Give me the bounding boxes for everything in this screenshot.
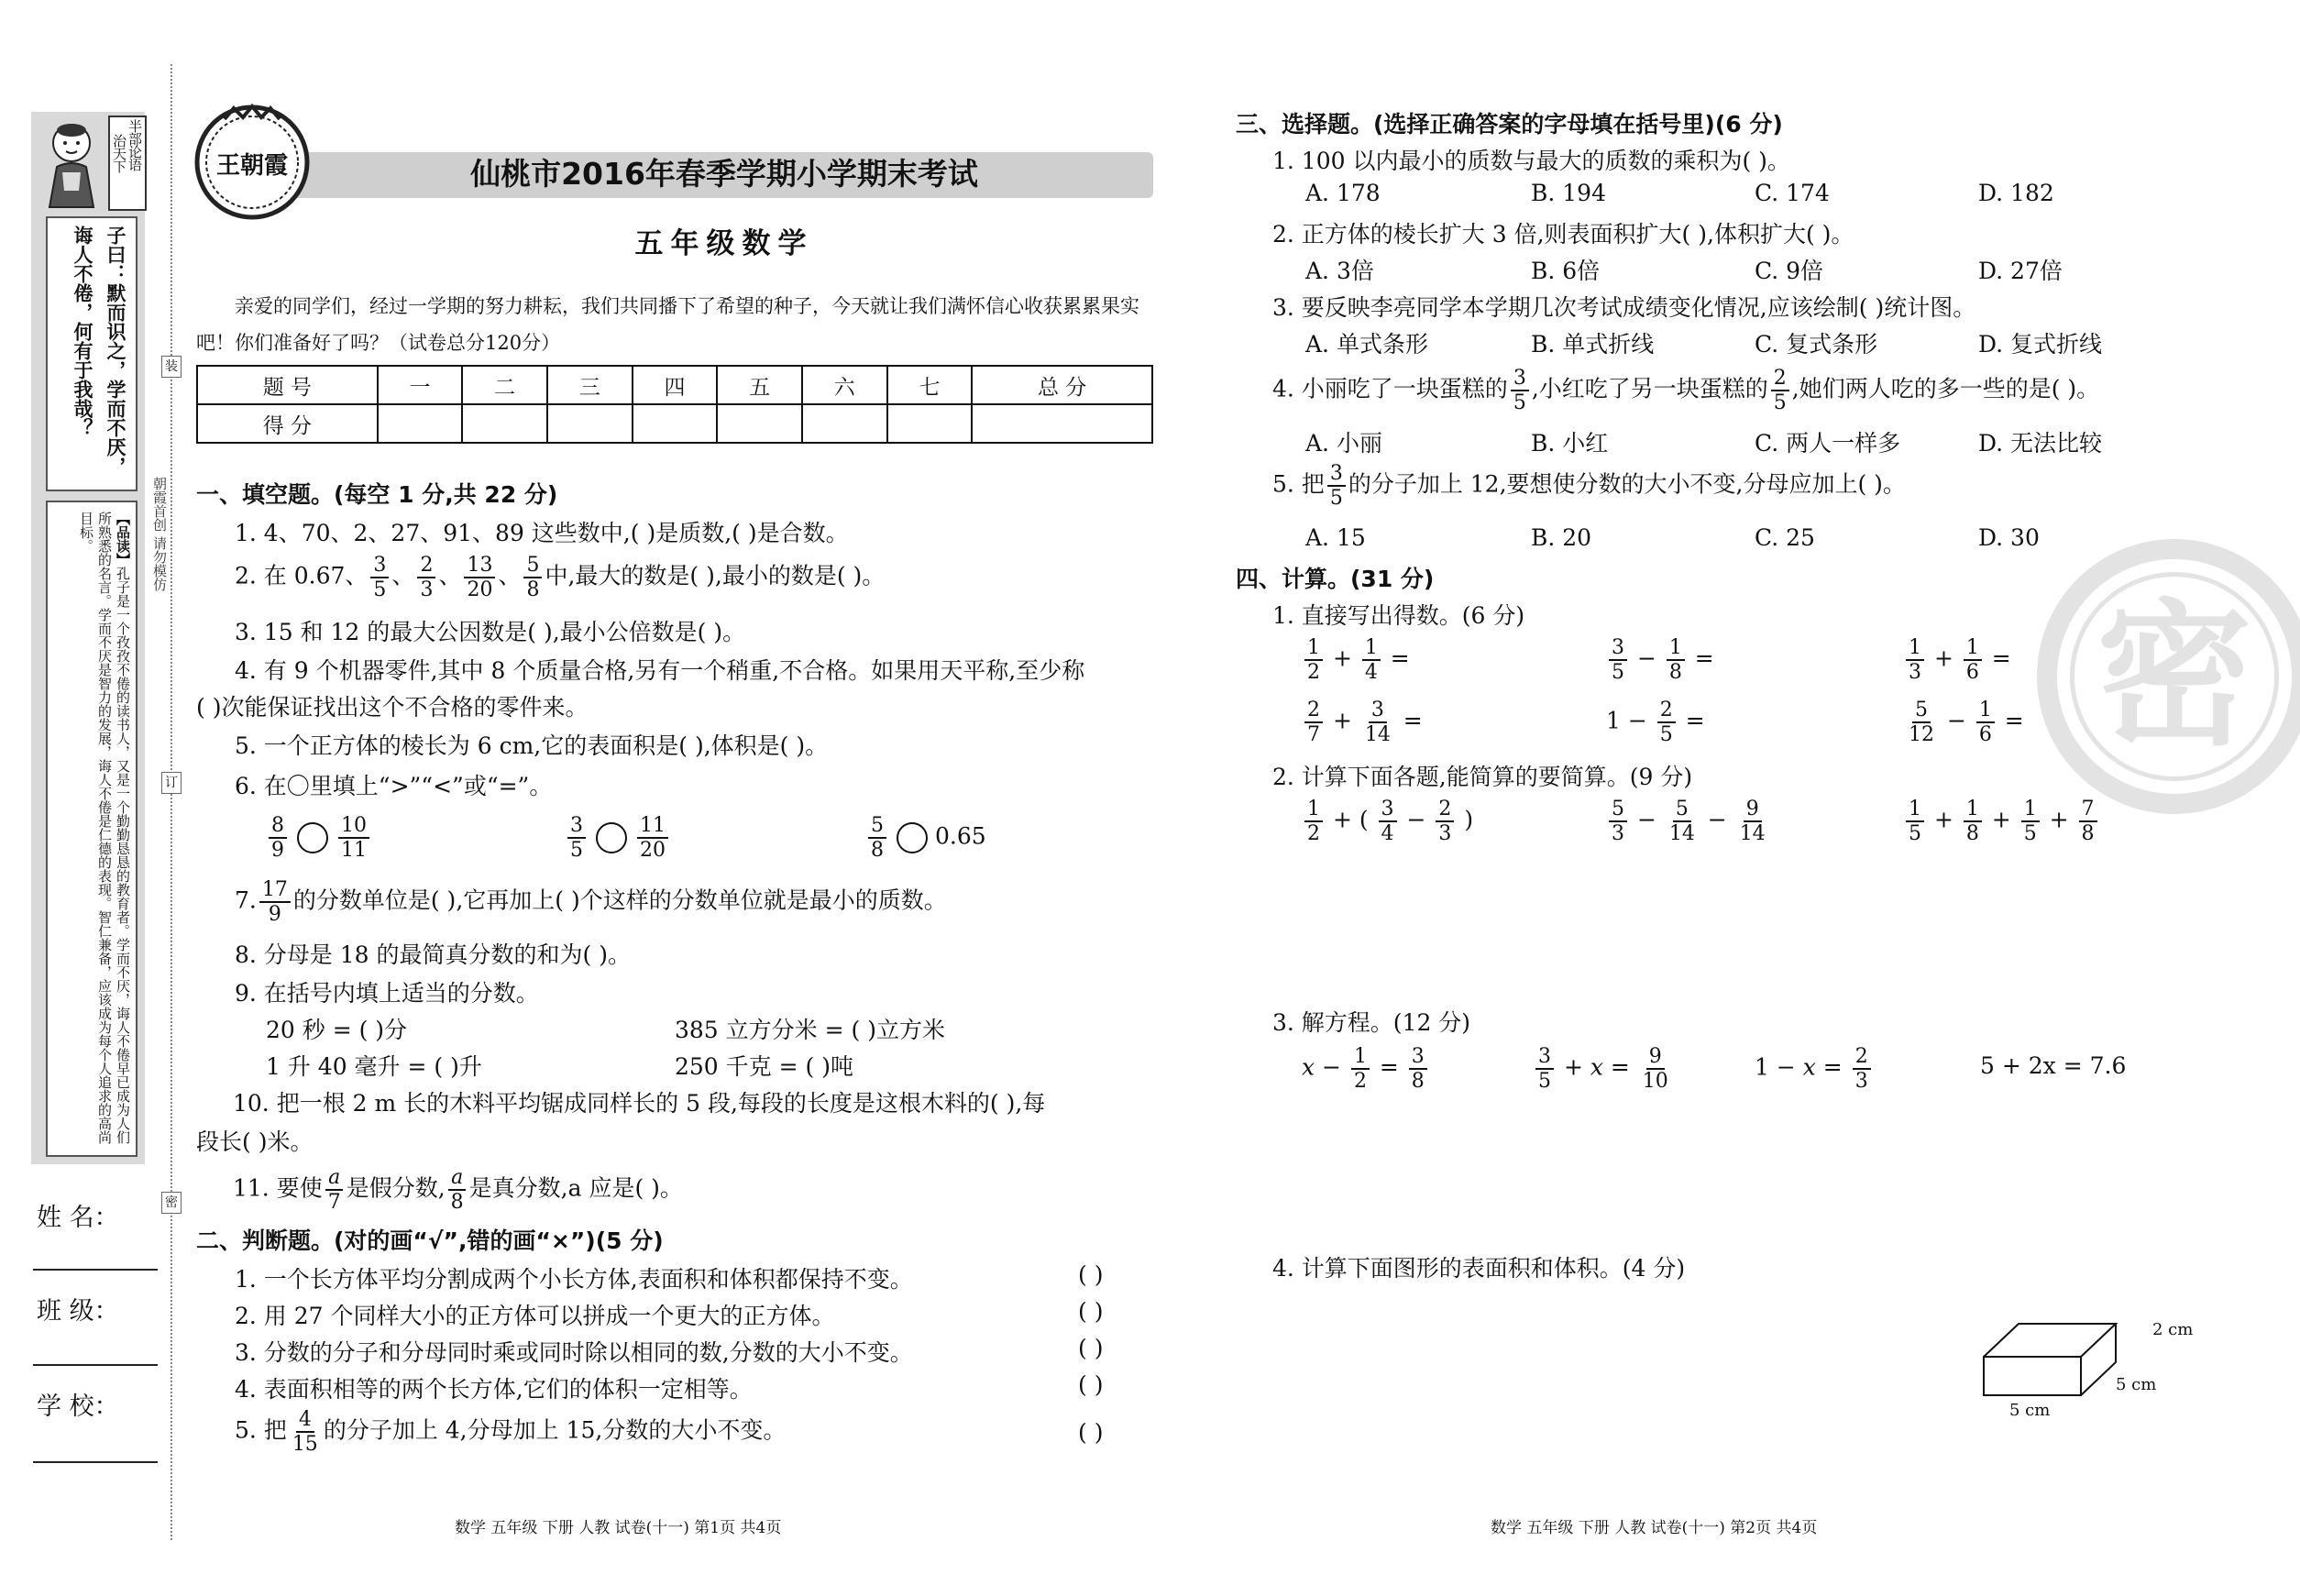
- option[interactable]: B. 20: [1531, 524, 1592, 551]
- pindu-body: 孔子是一个孜孜不倦的读书人，又是一个勤勤恳恳的教育者。学而不厌，诲人不倦早已成为人们所熟悉的名言。学而不厌是智力的发展，诲人不倦是仁德的表现。智仁兼备，应该成为每个人追求的高尚目标。: [78, 512, 131, 1144]
- s1-q8: 8. 分母是 18 的最简真分数的和为( )。: [235, 941, 631, 968]
- option[interactable]: D. 27倍: [1978, 258, 2063, 284]
- s4-p3: 3. 解方程。(12 分): [1272, 1009, 1471, 1036]
- s2-item: 2. 用 27 个同样大小的正方体可以拼成一个更大的正方体。: [235, 1303, 835, 1329]
- seal-mark-1: 装: [161, 356, 182, 378]
- option[interactable]: C. 复式条形: [1755, 331, 1878, 358]
- s2-answer-paren[interactable]: ( ): [1078, 1261, 1104, 1288]
- logo-text: 王朝霞: [215, 152, 288, 180]
- s1-q5: 5. 一个正方体的棱长为 6 cm,它的表面积是( ),体积是( )。: [235, 732, 829, 759]
- option[interactable]: A. 15: [1305, 524, 1366, 551]
- badge-char: 天: [112, 146, 127, 162]
- footer-right: 数学 五年级 下册 人教 试卷(十一) 第2页 共4页: [1491, 1519, 1818, 1537]
- name-field-label: 姓 名：: [37, 1204, 119, 1232]
- score-cell[interactable]: [972, 404, 1152, 443]
- school-field-label: 学 校：: [37, 1392, 119, 1421]
- s3-q5-a: 5. 把: [1272, 470, 1325, 498]
- score-table: [196, 365, 1153, 444]
- s1-q6-compare-2: [565, 814, 671, 862]
- option[interactable]: C. 两人一样多: [1755, 430, 1901, 457]
- stamp-char: 密: [2096, 586, 2252, 767]
- section-2-title: 二、判断题。(对的画“√”,错的画“×”)(5 分): [196, 1227, 664, 1254]
- pindu-text: [53, 512, 132, 1144]
- s1-q9a: 20 秒 = ( )分: [266, 1017, 408, 1043]
- badge-col-1: [128, 120, 142, 173]
- s2-answer-paren[interactable]: ( ): [1078, 1298, 1104, 1325]
- option[interactable]: C. 174: [1755, 180, 1830, 206]
- calc-expr: $\frac{1}{2}$ + $\frac{1}{4}$ =: [1302, 636, 1410, 684]
- fraction: $\frac{5}{8}$: [868, 814, 886, 862]
- confidential-stamp: [2037, 539, 2300, 814]
- badge-col-2: [113, 120, 127, 173]
- score-cell[interactable]: [378, 404, 463, 443]
- score-header-cell: 二: [462, 366, 547, 404]
- s3-q5-b: 的分子加上 12,要想使分数的大小不变,分母应加上( )。: [1348, 470, 1906, 498]
- s4-p4: 4. 计算下面图形的表面积和体积。(4 分): [1272, 1255, 1686, 1282]
- option[interactable]: D. 30: [1978, 524, 2040, 551]
- s1-q10a: 10. 把一根 2 m 长的木料平均锯成同样长的 5 段,每段的长度是这根木料的( ),每: [233, 1090, 1046, 1117]
- fraction: $\frac{3}{5}$: [567, 814, 586, 862]
- score-header-cell: 五: [717, 366, 802, 404]
- option[interactable]: A. 178: [1305, 180, 1381, 206]
- section-4-title: 四、计算。(31 分): [1236, 566, 1435, 592]
- option[interactable]: B. 194: [1531, 180, 1606, 206]
- equation: $\frac{3}{5}$ + x = $\frac{9}{10}$: [1533, 1045, 1674, 1093]
- fraction: $\frac{3}{5}$: [1327, 462, 1346, 510]
- confucius-figure-icon: [35, 117, 108, 209]
- option[interactable]: B. 单式折线: [1531, 331, 1655, 358]
- score-cell[interactable]: [802, 404, 887, 443]
- fraction: $\frac{2}{5}$: [1771, 367, 1789, 414]
- s1-q1: 1. 4、70、2、27、91、89 这些数中,( )是质数,( )是合数。: [235, 520, 849, 546]
- s1-q7: [235, 878, 947, 926]
- sidebar-badge: [108, 116, 147, 211]
- s3-q1: 1. 100 以内最小的质数与最大的质数的乘积为( )。: [1272, 148, 1790, 174]
- calc-expr: $\frac{1}{2}$ + ( $\frac{3}{4}$ − $\frac{2}{3}$ ): [1302, 798, 1473, 845]
- s2-q5-a: 5. 把: [235, 1416, 287, 1444]
- s3-q4-b: ,小红吃了另一块蛋糕的: [1531, 375, 1768, 402]
- compare-value: 0.65: [935, 822, 986, 850]
- s2-item: 1. 一个长方体平均分割成两个小长方体,表面积和体积都保持不变。: [235, 1266, 913, 1293]
- s1-q9: 9. 在括号内填上适当的分数。: [235, 980, 539, 1007]
- s1-q3: 3. 15 和 12 的最大公因数是( ),最小公倍数是( )。: [235, 619, 746, 645]
- s2-item: 4. 表面积相等的两个长方体,它们的体积一定相等。: [235, 1376, 753, 1403]
- s1-q4a: 4. 有 9 个机器零件,其中 8 个质量合格,另有一个稍重,不合格。如果用天平称,至少称: [235, 657, 1085, 684]
- option[interactable]: C. 9倍: [1755, 258, 1824, 284]
- badge-char: 论: [128, 144, 143, 160]
- s1-q6-compare-3: [865, 814, 986, 862]
- score-header-row: [197, 366, 1152, 404]
- s1-q9b: 385 立方分米 = ( )立方米: [675, 1017, 945, 1043]
- fraction: $\frac{3}{5}$: [1511, 367, 1529, 414]
- fraction: $\frac{a}{8}$: [448, 1166, 467, 1214]
- dim-width: 5 cm: [2009, 1401, 2051, 1420]
- s3-q4-c: ,她们两人吃的多一些的是( )。: [1791, 375, 2100, 402]
- option[interactable]: B. 小红: [1531, 430, 1609, 457]
- s2-answer-paren[interactable]: ( ): [1078, 1419, 1104, 1446]
- s1-q11-a: 11. 要使: [233, 1174, 323, 1202]
- s1-q11-b: 是假分数,: [346, 1174, 446, 1202]
- intro-text: 亲爱的同学们，经过一学期的努力耕耘，我们共同播下了希望的种子，今天就让我们满怀信心收获累累果实吧！你们准备好了吗？（试卷总分120分）: [196, 295, 1139, 354]
- fraction: $\frac{2}{3}$: [417, 554, 435, 601]
- warn-text: 朝霞首创 请勿模仿: [151, 477, 168, 591]
- s1-q10b: 段长( )米。: [196, 1128, 314, 1155]
- fraction: $\frac{17}{9}$: [259, 878, 291, 926]
- s1-q6-compare-1: [266, 814, 372, 862]
- score-header-cell: 题 号: [197, 366, 378, 404]
- score-row-label: 得 分: [197, 404, 378, 443]
- seal-mark-3: 密: [161, 1192, 182, 1214]
- s2-item-5: [235, 1408, 786, 1456]
- badge-char: 半: [128, 118, 143, 135]
- equation: 1 − x = $\frac{2}{3}$: [1755, 1045, 1874, 1093]
- section-3-title: 三、选择题。(选择正确答案的字母填在括号里)(6 分): [1236, 111, 1783, 138]
- calc-expr: $\frac{3}{5}$ − $\frac{1}{8}$ =: [1606, 636, 1714, 684]
- answer-circle[interactable]: [596, 822, 627, 853]
- s1-q9d: 250 千克 = ( )吨: [675, 1053, 853, 1080]
- score-header-cell: 四: [633, 366, 718, 404]
- answer-circle[interactable]: [297, 822, 328, 853]
- fraction: $\frac{4}{15}$: [292, 1408, 318, 1456]
- option[interactable]: B. 6倍: [1531, 258, 1601, 284]
- badge-char: 部: [128, 131, 143, 148]
- option[interactable]: D. 复式折线: [1978, 331, 2103, 358]
- s1-q7-text: 的分数单位是( ),它再加上( )个这样的分数单位就是最小的质数。: [292, 886, 947, 914]
- equation: x − $\frac{1}{2}$ = $\frac{3}{8}$: [1302, 1045, 1430, 1093]
- s1-q2-prefix: 2. 在 0.67、: [235, 562, 369, 589]
- s4-p1: 1. 直接写出得数。(6 分): [1272, 602, 1525, 629]
- s3-q4: [1272, 367, 2099, 414]
- score-cell[interactable]: [462, 404, 547, 443]
- logo: [193, 103, 312, 222]
- fraction: $\frac{13}{20}$: [464, 554, 495, 601]
- badge-char: 下: [112, 159, 127, 175]
- quote-text: 子曰：默而识之，学而不厌，诲人不倦，何有于我哉？: [72, 226, 127, 476]
- s3-q4-a: 4. 小丽吃了一块蛋糕的: [1272, 375, 1508, 402]
- s3-q2: 2. 正方体的棱长扩大 3 倍,则表面积扩大( ),体积扩大( )。: [1272, 221, 1854, 248]
- calc-expr: $\frac{1}{5}$ + $\frac{1}{8}$ + $\frac{1}{5}$ + $\frac{7}{8}$: [1903, 798, 2100, 845]
- page-subtitle: 五年级数学: [634, 227, 814, 260]
- score-row: [197, 404, 1152, 443]
- dim-depth: 5 cm: [2116, 1375, 2157, 1394]
- calc-expr: $\frac{1}{3}$ + $\frac{1}{6}$ =: [1903, 636, 2011, 684]
- s1-q7-num: 7.: [235, 886, 257, 914]
- fraction: $\frac{8}{9}$: [269, 814, 287, 862]
- pindu-label: 【品读】: [115, 512, 131, 567]
- s1-q6: 6. 在〇里填上“>”“<”或“=”。: [235, 773, 553, 799]
- footer-left: 数学 五年级 下册 人教 试卷(十一) 第1页 共4页: [455, 1519, 782, 1537]
- s1-q11-c: 是真分数,a 应是( )。: [468, 1174, 683, 1202]
- score-header-cell: 六: [802, 366, 887, 404]
- option[interactable]: A. 小丽: [1305, 430, 1382, 457]
- calc-expr: $\frac{5}{12}$ − $\frac{1}{6}$ =: [1909, 699, 2024, 746]
- s2-answer-paren[interactable]: ( ): [1078, 1335, 1104, 1361]
- fraction: $\frac{10}{11}$: [338, 814, 369, 862]
- s3-q3: 3. 要反映李亮同学本学期几次考试成绩变化情况,应该绘制( )统计图。: [1272, 294, 1976, 321]
- s1-q9c: 1 升 40 毫升 = ( )升: [266, 1053, 482, 1080]
- s1-q2: 2. 在 0.67、 $\frac{3}{5}$ 、 $\frac{2}{3}$ 、 $\frac{13}{20}$ 、 $\frac{5}{8}$ 中,最大的数是( ),最小的数是( )。: [235, 554, 886, 601]
- calc-expr: $\frac{5}{3}$ − $\frac{5}{14}$ − $\frac{9}{14}$: [1606, 798, 1771, 845]
- badge-char: 语: [128, 157, 143, 173]
- score-header-cell: 一: [378, 366, 463, 404]
- score-cell[interactable]: [633, 404, 718, 443]
- cuboid-icon: [1962, 1302, 2182, 1421]
- option[interactable]: D. 无法比较: [1978, 430, 2103, 457]
- class-field-label: 班 级：: [37, 1297, 119, 1326]
- s2-item: 3. 分数的分子和分母同时乘或同时除以相同的数,分数的大小不变。: [235, 1339, 913, 1366]
- fraction: $\frac{5}{8}$: [523, 554, 542, 601]
- fraction: $\frac{11}{20}$: [637, 814, 668, 862]
- equation: 5 + 2x = 7.6: [1980, 1052, 2127, 1079]
- fraction: $\frac{a}{7}$: [325, 1166, 344, 1214]
- option[interactable]: D. 182: [1978, 180, 2054, 206]
- option[interactable]: A. 单式条形: [1305, 331, 1428, 358]
- s3-q5: [1272, 462, 1906, 510]
- s4-p2: 2. 计算下面各题,能简算的要简算。(9 分): [1272, 764, 1693, 790]
- score-cell[interactable]: [887, 404, 973, 443]
- section-1-title: 一、填空题。(每空 1 分,共 22 分): [196, 481, 558, 508]
- score-header-cell: 总 分: [972, 366, 1152, 404]
- school-field-line[interactable]: [33, 1461, 158, 1463]
- option[interactable]: A. 3倍: [1305, 258, 1374, 284]
- fraction: $\frac{3}{5}$: [370, 554, 389, 601]
- option[interactable]: C. 25: [1755, 524, 1815, 551]
- quote-box: [46, 216, 138, 491]
- name-field-line[interactable]: [33, 1269, 158, 1271]
- class-field-line[interactable]: [33, 1364, 158, 1366]
- cuboid-diagram: [1962, 1302, 2194, 1421]
- score-cell[interactable]: [547, 404, 633, 443]
- s1-q4b: ( )次能保证找出这个不合格的零件来。: [196, 694, 589, 721]
- s1-q11: [233, 1166, 683, 1214]
- badge-char: 治: [112, 133, 127, 149]
- fold-line: [171, 64, 172, 1540]
- page-title: 仙桃市2016年春季学期小学期末考试: [470, 156, 978, 192]
- score-header-cell: 三: [547, 366, 633, 404]
- s1-q2-suffix: 中,最大的数是( ),最小的数是( )。: [545, 562, 886, 589]
- answer-circle[interactable]: [897, 822, 928, 853]
- score-header-cell: 七: [887, 366, 973, 404]
- pindu-box: [46, 501, 138, 1157]
- calc-expr: 1 − $\frac{2}{5}$ =: [1606, 699, 1705, 746]
- score-cell[interactable]: [717, 404, 802, 443]
- s2-q5-b: 的分子加上 4,分母加上 15,分数的大小不变。: [323, 1416, 787, 1444]
- s2-answer-paren[interactable]: ( ): [1078, 1371, 1104, 1398]
- dim-height: 2 cm: [2152, 1320, 2194, 1339]
- seal-mark-2: 订: [161, 772, 182, 794]
- calc-expr: $\frac{2}{7}$ + $\frac{3}{14}$ =: [1302, 699, 1423, 746]
